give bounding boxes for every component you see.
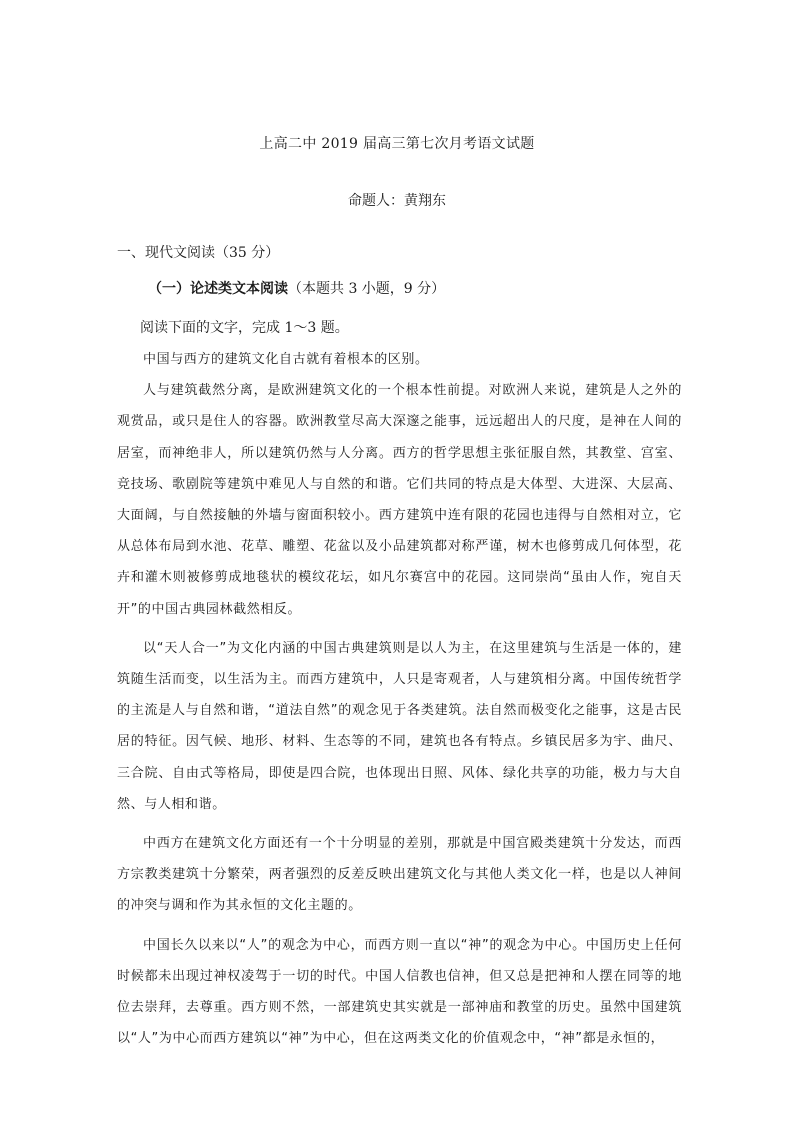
section-heading: 一、现代文阅读（35 分） xyxy=(117,245,280,261)
paragraph: 中国长久以来以“人”的观念为中心，而西方则一直以“神”的观念为中心。中国历史上任何时候都未出现过神权凌驾于一切的时代。中国人信教也信神，但又总是把神和人摆在同等的地位去崇拜，去尊重。西方则不然，一部建筑史其实就是一部神庙和教堂的历史。虽然中国建筑以“人”为中心而西方建筑以“神”为中心，但在这两类文化的价值观念中，“神”都是永恒的， xyxy=(117,937,682,1047)
paragraph: 以“天人合一”为文化内涵的中国古典建筑则是以人为主，在这里建筑与生活是一体的，建筑随生活而变，以生活为主。而西方建筑中，人只是寄观者，人与建筑相分离。中国传统哲学的主流是人与自然和谐，“道法自然”的观念见于各类建筑。法自然而极变化之能事，这是古民居的特征。因气候、地形、材料、生态等的不同，建筑也各有特点。乡镇民居多为宇、曲尺、三合院、自由式等格局，即使是四合院，也体现出日照、风体、绿化共享的功能，极力与大自然、与人相和谐。 xyxy=(117,640,682,812)
paragraph: 中西方在建筑文化方面还有一个十分明显的差别，那就是中国宫殿类建筑十分发达，而西方宗教类建筑十分繁荣，两者强烈的反差反映出建筑文化与其他人类文化一样，也是以人神间的冲突与调和作为其永恒的文化主题的。 xyxy=(117,836,682,914)
sub-heading-note: （本题共 3 小题，9 分） xyxy=(288,281,446,297)
sub-heading xyxy=(148,278,445,298)
reading-instruction: 阅读下面的文字，完成 1～3 题。 xyxy=(140,320,349,336)
paragraph: 人与建筑截然分离，是欧洲建筑文化的一个根本性前提。对欧洲人来说，建筑是人之外的观赏品，或只是住人的容器。欧洲教堂尽高大深邃之能事，远远超出人的尺度，是神在人间的居室，而神绝非人，所以建筑仍然与人分离。西方的哲学思想主张征服自然，其教堂、宫室、竞技场、歌剧院等建筑中难见人与自然的和谐。它们共同的特点是大体型、大进深、大层高、大面阔，与自然接触的外墙与窗面积较小。西方建筑中连有限的花园也违得与自然相对立，它从总体布局到水池、花草、雕塑、花盆以及小品建筑都对称严谨，树木也修剪成几何体型，花卉和灌木则被修剪成地毯状的模纹花坛，如凡尔赛宫中的花园。这同崇尚“虽由人作，宛自天开”的中国古典园林截然相反。 xyxy=(117,383,682,617)
document-title: 上高二中 2019 届高三第七次月考语文试题 xyxy=(259,136,535,152)
paragraph: 中国与西方的建筑文化自古就有着根本的区别。 xyxy=(143,352,429,367)
passage xyxy=(117,344,682,1054)
author-line: 命题人：黄翔东 xyxy=(348,193,446,209)
sub-heading-title: （一）论述类文本阅读 xyxy=(148,281,288,297)
